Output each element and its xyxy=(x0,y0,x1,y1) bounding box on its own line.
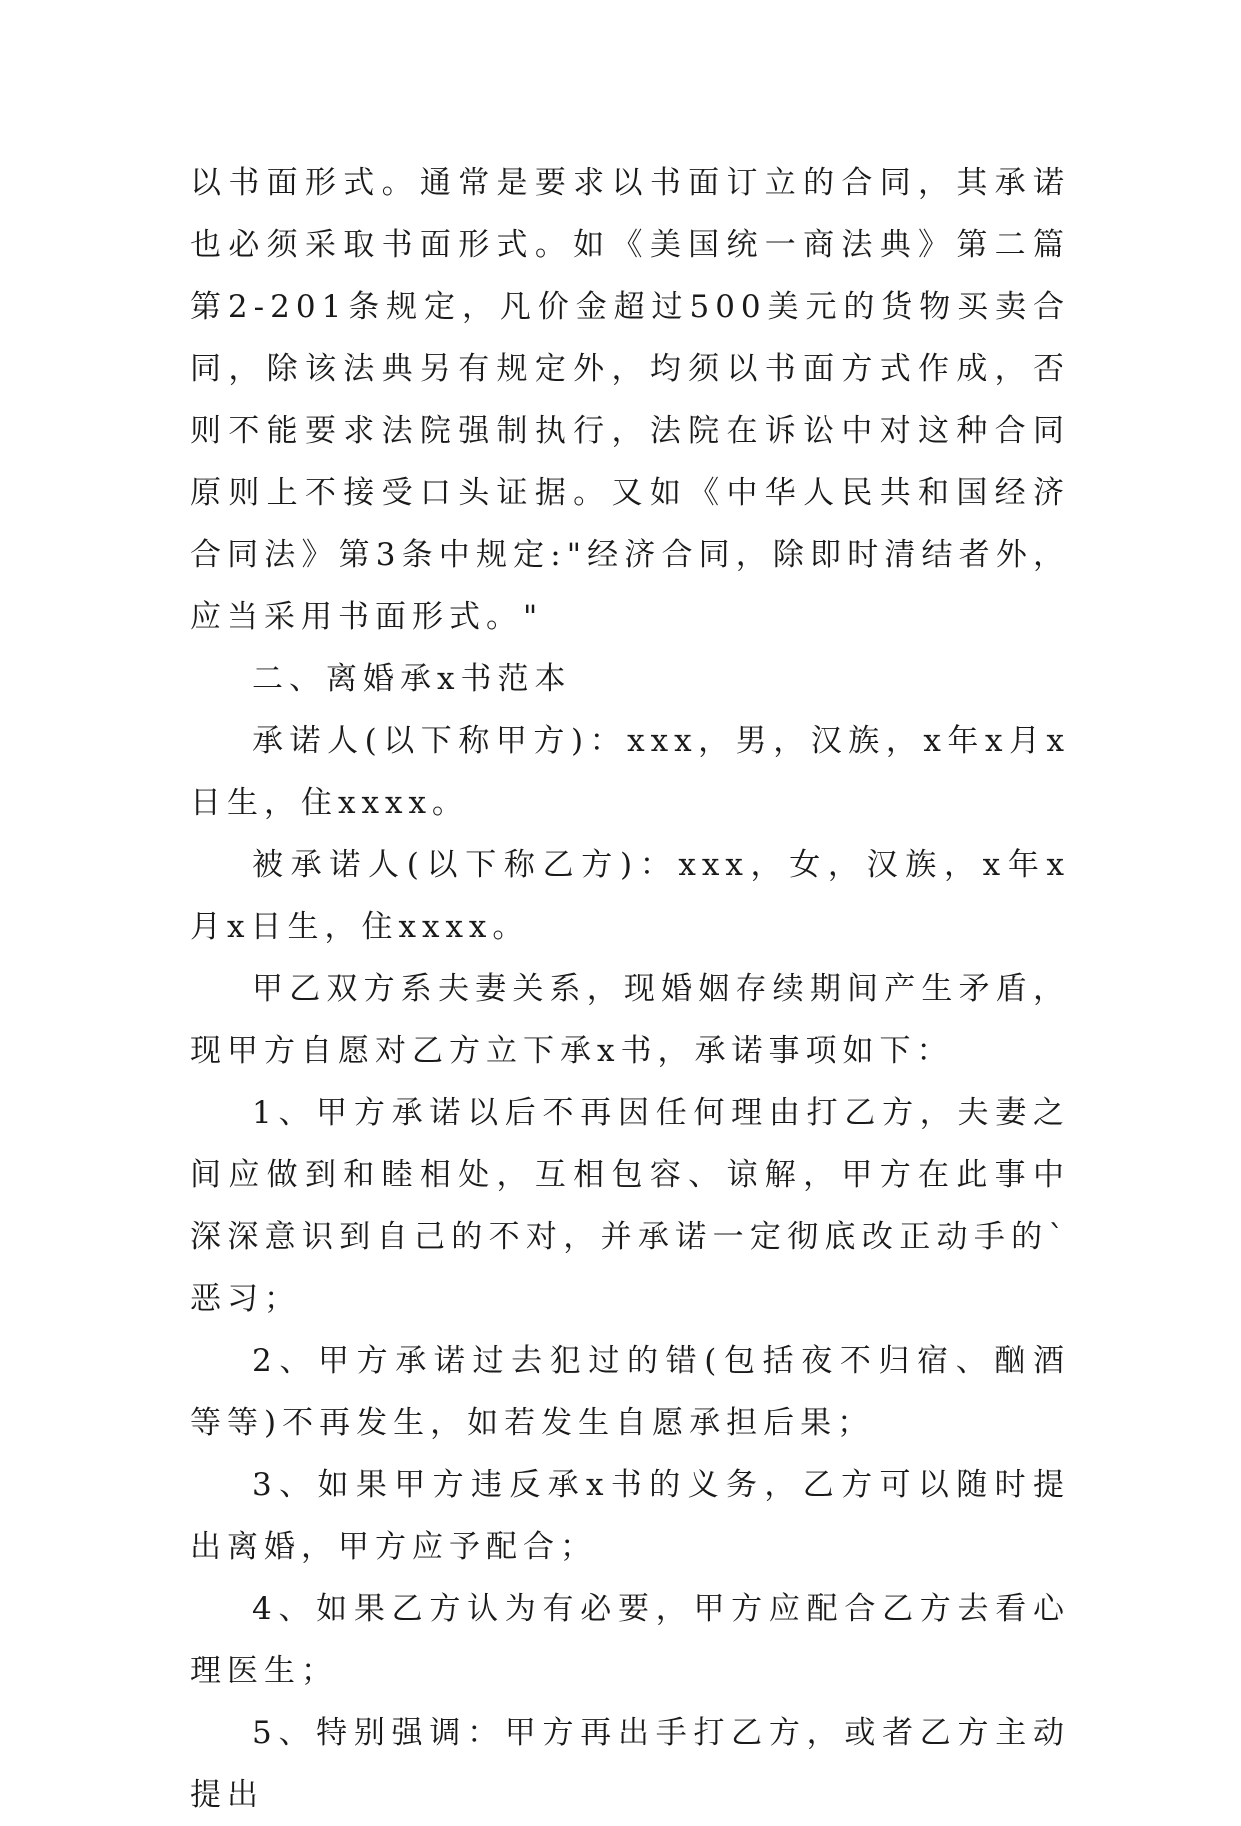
list-item: 4、如果乙方认为有必要，甲方应配合乙方去看心理医生； xyxy=(190,1591,1070,1689)
document-body xyxy=(190,152,1070,1826)
section-heading: 二、离婚承x书范本 xyxy=(252,661,572,697)
paragraph-promisor: 承诺人(以下称甲方)：xxx，男，汉族，x年x月x日生，住xxxx。 xyxy=(190,723,1070,821)
list-item: 1、甲方承诺以后不再因任何理由打乙方，夫妻之间应做到和睦相处，互相包容、谅解，甲方在此事中深深意识到自己的不对，并承诺一定彻底改正动手的`恶习； xyxy=(190,1095,1070,1317)
list-item: 2、甲方承诺过去犯过的错(包括夜不归宿、酗酒等等)不再发生，如若发生自愿承担后果； xyxy=(190,1343,1070,1441)
list-item: 5、特别强调：甲方再出手打乙方，或者乙方主动提出 xyxy=(190,1715,1070,1813)
paragraph-intro: 甲乙双方系夫妻关系，现婚姻存续期间产生矛盾，现甲方自愿对乙方立下承x书，承诺事项如下： xyxy=(190,971,1070,1069)
paragraph-continuation: 以书面形式。通常是要求以书面订立的合同，其承诺也必须采取书面形式。如《美国统一商法典》第二篇第2-201条规定，凡价金超过500美元的货物买卖合同，除该法典另有规定外，均须以书面方式作成，否则不能要求法院强制执行，法院在诉讼中对这种合同原则上不接受口头证据。又如《中华人民共和国经济合同法》第3条中规定:"经济合同，除即时清结者外，应当采用书面形式。" xyxy=(190,165,1070,635)
list-item: 3、如果甲方违反承x书的义务，乙方可以随时提出离婚，甲方应予配合； xyxy=(190,1467,1070,1565)
paragraph-promisee: 被承诺人(以下称乙方)：xxx，女，汉族，x年x月x日生，住xxxx。 xyxy=(190,847,1070,945)
